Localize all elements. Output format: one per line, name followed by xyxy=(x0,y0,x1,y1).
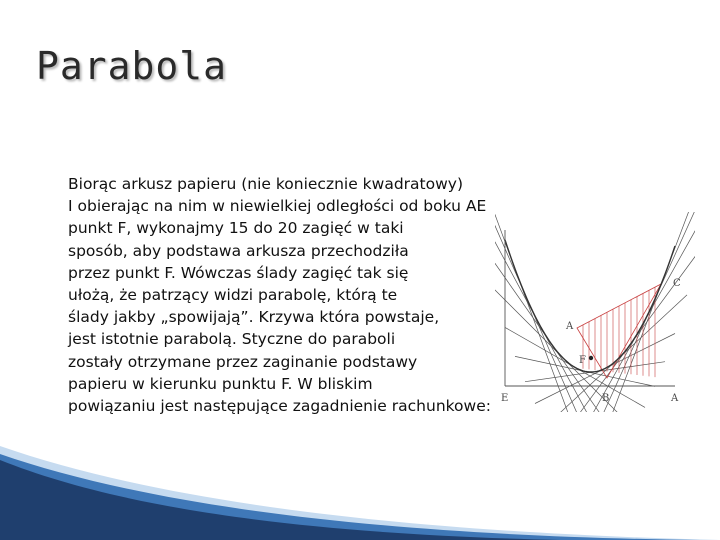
footer-swoosh xyxy=(0,440,720,540)
label-a-left: A xyxy=(566,321,574,332)
label-a-right: A xyxy=(671,393,679,404)
body-line: zostały otrzymane przez zaginanie podstawy xyxy=(68,352,418,371)
body-line: ułożą, że patrzący widzi parabolę, którą te xyxy=(68,286,398,305)
body-line: sposób, aby podstawa arkusza przechodziła xyxy=(68,241,409,260)
body-line: przez punkt F. Wówczas ślady zagięć tak się xyxy=(68,263,409,282)
body-line: I obierając na nim w niewielkiej odległości od boku AE xyxy=(68,197,487,216)
body-line: papieru w kierunku punktu F. W bliskim xyxy=(68,374,373,393)
label-e: E xyxy=(501,393,509,404)
body-line: Biorąc arkusz papieru (nie koniecznie kwadratowy) xyxy=(68,175,464,193)
body-line: punkt F, wykonajmy 15 do 20 zagięć w taki xyxy=(68,219,404,238)
body-line: powiązaniu jest następujące zagadnienie rachunkowe: xyxy=(68,397,491,416)
slide-title: Parabola xyxy=(36,44,228,88)
body-line: ślady jakby „spowijają”. Krzywa która powstaje, xyxy=(68,308,440,327)
label-c: C xyxy=(673,278,681,289)
label-f: F xyxy=(579,355,586,366)
body-line: jest istotnie parabolą. Styczne do paraboli xyxy=(68,330,396,349)
slide-body xyxy=(68,173,628,417)
label-b: B xyxy=(602,393,610,404)
